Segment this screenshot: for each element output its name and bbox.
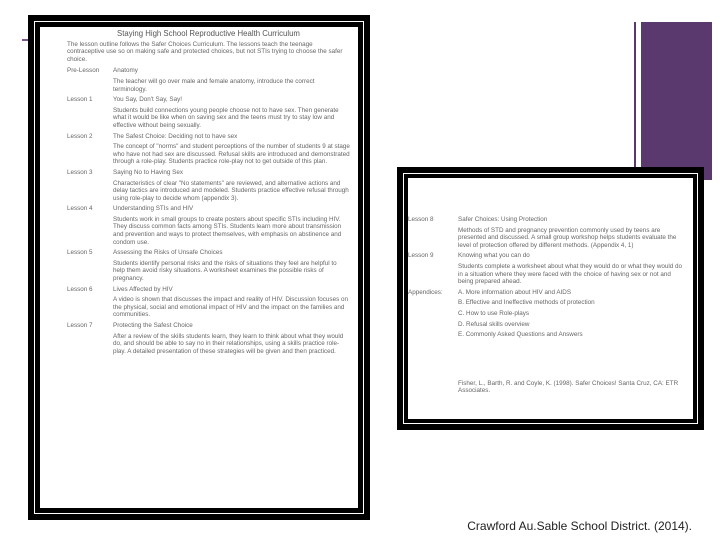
- lesson-text: [113, 322, 350, 358]
- lesson-row: [67, 249, 350, 285]
- lesson-row: [408, 252, 687, 288]
- lesson-line: C. How to use Role-plays: [458, 309, 530, 317]
- lesson-row: [67, 205, 350, 249]
- lesson-line: Protecting the Safest Choice: [113, 322, 193, 329]
- lesson-line: The concept of "norms" and student perceptions of the number of students 9 at stage who have not had sex are discussed. Refusal skills are introduced and demonstrated through a role-play. Students practice role-play not to get outside of this plan.: [113, 143, 350, 166]
- lesson-line: A video is shown that discusses the impact and reality of HIV. Discussion focuses on the physical, social and emotional impact of HIV and the impact on the families and communities.: [113, 296, 348, 319]
- lesson-label: Lesson 3: [67, 168, 93, 176]
- lesson-line: B. Effective and Ineffective methods of protection: [458, 299, 595, 307]
- lesson-row: [67, 286, 350, 322]
- lesson-row: [67, 322, 350, 358]
- lesson-text: [113, 286, 350, 322]
- lesson-line: E. Commonly Asked Questions and Answers: [458, 331, 583, 339]
- lesson-label: Lesson 5: [67, 249, 93, 257]
- lesson-line: Anatomy: [113, 67, 138, 75]
- lesson-line: Saying No to Having Sex: [113, 168, 184, 176]
- lesson-line: You Say, Don't Say, Say!: [113, 96, 182, 104]
- curriculum-page-1-frame: [28, 15, 370, 520]
- lesson-row: [67, 67, 350, 96]
- lesson-label: Lesson 7: [67, 322, 93, 329]
- lesson-text: [113, 169, 350, 205]
- curriculum-page-1: [40, 27, 358, 508]
- lesson-line: Students build connections young people choose not to have sex. Then generate what it would be like when on saving sex and the teens must try to stay low and effective without being sexually.: [113, 106, 339, 129]
- lesson-line: Understanding STIs and HIV: [113, 205, 194, 213]
- lesson-row: [408, 216, 687, 252]
- lesson-line: Safer Choices: Using Protection: [458, 216, 548, 223]
- lesson-text: [113, 96, 350, 132]
- curriculum-page-2-frame: [397, 167, 704, 430]
- lesson-line: The Safest Choice: Deciding not to have sex: [113, 132, 238, 140]
- lesson-text: [113, 249, 350, 285]
- lesson-text: [113, 133, 350, 169]
- lesson-line: Assessing the Risks of Unsafe Choices: [113, 249, 223, 257]
- lesson-line: D. Refusal skills overview: [458, 320, 530, 328]
- lesson-text: [113, 205, 350, 249]
- lesson-line: After a review of the skills students learn, they learn to think about what they would do, and should be able to say no in their relationships, using a skills practice role-play. A detailed presentation of these strategies will be given and then practiced.: [113, 332, 344, 355]
- source-credit: Crawford Au.Sable School District. (2014).: [467, 519, 692, 533]
- lesson-text: [458, 289, 687, 342]
- lesson-row: [67, 169, 350, 205]
- lesson-label: Lesson 6: [67, 285, 93, 293]
- lesson-line: Students identify personal risks and the risks of situations they feel are helpful to help them avoid risky situations. A worksheet examines the possible risks of pregnancy.: [113, 259, 337, 283]
- lesson-line: Knowing what you can do: [458, 252, 530, 260]
- lesson-line: Characteristics of clear "No statements" are reviewed, and alternative actions and delay tactics are introduced and modeled. Students practice effective refusal through using role-play to decide whom (appendix 3).: [113, 179, 349, 202]
- accent-bar: [641, 22, 712, 180]
- lesson-label: Lesson 4: [67, 205, 93, 213]
- accent-line: [634, 22, 636, 180]
- lesson-text: [113, 67, 350, 96]
- document-title: Staying High School Reproductive Health Curriculum: [117, 29, 300, 38]
- lesson-label: Lesson 8: [408, 216, 434, 223]
- lesson-row: [67, 96, 350, 132]
- lesson-label: Pre-Lesson: [67, 67, 100, 75]
- document-citation: Fisher, L., Barth, R. and Coyle, K. (1998). Safer Choices! Santa Cruz, CA: ETR Associates.: [458, 379, 679, 395]
- lesson-label: Lesson 9: [408, 252, 434, 260]
- curriculum-page-2: [408, 178, 693, 419]
- lesson-line: A. More information about HIV and AIDS: [458, 288, 572, 296]
- lesson-label: Lesson 1: [67, 96, 93, 104]
- lesson-list: [67, 67, 350, 358]
- document-intro: The lesson outline follows the Safer Choices Curriculum. The lessons teach the teenage contraceptive use so on making safe and protected choices, but not STIs trying to choose the safer choice.: [67, 40, 343, 63]
- lesson-list: [408, 216, 687, 342]
- lesson-text: [458, 216, 687, 252]
- lesson-line: Lives Affected by HIV: [113, 285, 173, 293]
- lesson-label: Appendices:: [408, 288, 443, 296]
- lesson-line: The teacher will go over male and female anatomy, introduce the correct terminology.: [113, 77, 315, 93]
- lesson-line: Students work in small groups to create posters about specific STIs including HIV. They discuss common facts among STIs. Students learn more about transmission and prevention and ways to protect themselves, with emphasis on abstinence and condom use.: [113, 215, 342, 246]
- lesson-row: [67, 133, 350, 169]
- lesson-line: Methods of STD and pregnancy prevention commonly used by teens are presented and discussed. A small group workshop helps students evaluate the level of protection offered by different methods. (Appendix 4, 1): [458, 226, 677, 249]
- lesson-label: Lesson 2: [67, 132, 93, 140]
- lesson-line: Students complete a worksheet about what they would do or what they would do in a situation where they were faced with the choice of having sex or not and being prepared ahead.: [458, 262, 683, 286]
- lesson-text: [458, 252, 687, 288]
- lesson-row: [408, 289, 687, 342]
